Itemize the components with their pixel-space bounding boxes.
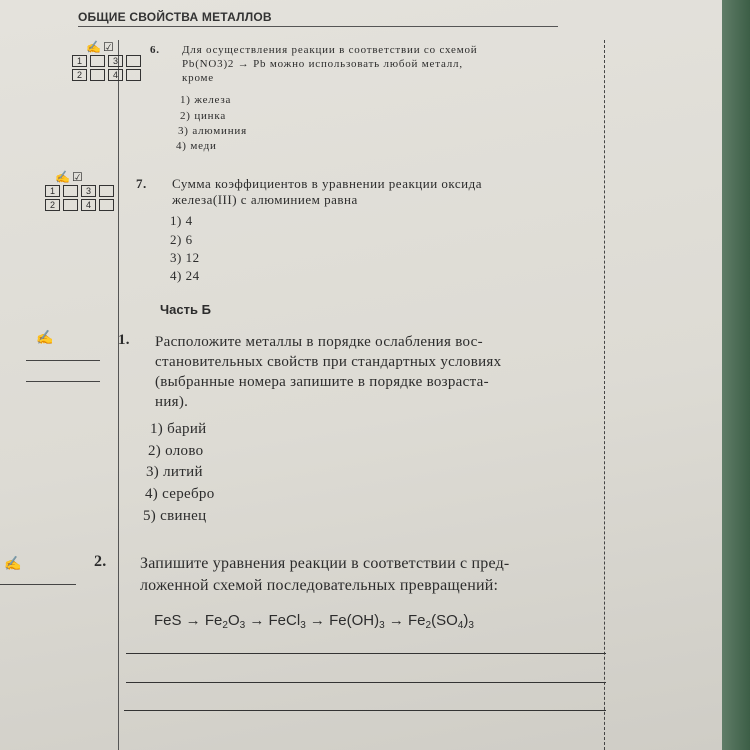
part-b-title: Часть Б	[160, 302, 211, 317]
answer-cell-label: 3	[81, 185, 96, 197]
answer-cell-label: 4	[108, 69, 123, 81]
arrow-icon: →	[384, 612, 408, 629]
q7-option: 3) 12	[170, 250, 200, 265]
writing-line[interactable]	[126, 653, 606, 654]
answer-cell-checkbox[interactable]	[90, 69, 105, 81]
answer-cell-label: 2	[72, 69, 87, 81]
b1-option: 2) олово	[148, 443, 204, 459]
question-7-line: Сумма коэффициентов в уравнении реакции оксида	[172, 176, 483, 191]
question-6-line: Pb(NO3)2 → Pb можно использовать любой металл,	[182, 57, 463, 70]
writing-line[interactable]	[124, 710, 606, 711]
pen-icon: ✍	[36, 331, 54, 346]
answer-cell-checkbox[interactable]	[126, 69, 141, 81]
q7-option: 2) 6	[170, 232, 193, 247]
question-b1-text	[155, 332, 595, 412]
answer-cell-checkbox[interactable]	[63, 185, 78, 197]
answer-cell-checkbox[interactable]	[99, 199, 114, 211]
question-7-line: железа(III) с алюминием равна	[172, 192, 358, 208]
formula-fe2so43: $Fe_2(SO_4)_3$	[408, 612, 474, 631]
arrow-icon: →	[245, 612, 269, 629]
writing-line[interactable]	[126, 682, 606, 683]
formula-fe2o3: $Fe_2O_3$	[204, 612, 246, 631]
question-number-7: 7.	[136, 176, 147, 191]
question-b1-line: Расположите металлы в порядке ослабления вос-	[155, 334, 483, 350]
pen-check-icon: ✍☑	[86, 40, 116, 54]
answer-cell-checkbox[interactable]	[126, 55, 141, 67]
b1-option: 3) литий	[146, 464, 203, 480]
header-rule	[78, 26, 558, 27]
q6-option: 4) меди	[176, 140, 217, 152]
page-header: ОБЩИЕ СВОЙСТВА МЕТАЛЛОВ	[78, 10, 272, 24]
question-b2-line: ложенной схемой последовательных превращений:	[140, 577, 499, 594]
arrow-icon: →	[181, 612, 205, 629]
margin-rule	[118, 40, 119, 750]
b1-option: 4) серебро	[145, 486, 215, 502]
question-number-6: 6.	[150, 44, 160, 56]
q7-option: 1) 4	[170, 213, 193, 228]
question-6-line: кроме	[182, 71, 214, 84]
q7-option: 4) 24	[170, 268, 200, 283]
question-b2-line: Запишите уравнения реакции в соответствии с пред-	[140, 555, 510, 572]
answer-cell-checkbox[interactable]	[63, 199, 78, 211]
pen-check-icon: ✍☑	[55, 170, 85, 184]
question-6-text	[182, 44, 562, 85]
question-7-text	[172, 176, 572, 209]
b1-option: 1) барий	[150, 421, 207, 437]
answer-cell-label: 1	[45, 185, 60, 197]
question-number-b1: 1.	[118, 332, 130, 348]
formula-fecl3: FeCl$_3$	[268, 612, 306, 631]
answer-cell-label: 3	[108, 55, 123, 67]
question-b2-text	[140, 553, 602, 597]
formula-feoh3: $Fe(OH)_3$	[329, 612, 385, 631]
question-b1-line: (выбранные номера запишите в порядке возраста-	[155, 374, 489, 390]
answer-cell-checkbox[interactable]	[90, 55, 105, 67]
answer-cell-label: 4	[81, 199, 96, 211]
transformation-scheme	[154, 612, 474, 631]
pen-icon: ✍	[4, 557, 22, 572]
b1-option: 5) свинец	[143, 508, 207, 524]
answer-line-b2	[0, 584, 76, 585]
answer-cell-label: 1	[72, 55, 87, 67]
arrow-icon: →	[305, 612, 330, 629]
question-6-line: Для осуществления реакции в соответствии со схемой	[182, 44, 478, 56]
q6-option: 3) алюминия	[178, 125, 247, 137]
answer-cell-label: 2	[45, 199, 60, 211]
answer-line-b1	[26, 381, 100, 382]
answer-line-b1	[26, 360, 100, 361]
formula-fes: FeS	[154, 612, 182, 629]
answer-cell-checkbox[interactable]	[99, 185, 114, 197]
q6-option: 1) железа	[180, 94, 232, 106]
question-number-b2: 2.	[94, 553, 107, 570]
q6-option: 2) цинка	[180, 110, 227, 122]
cut-line	[604, 40, 605, 750]
question-b1-line: становительных свойств при стандартных условиях	[155, 354, 502, 370]
question-b1-line: ния).	[155, 394, 189, 410]
answer-box-q7	[45, 170, 114, 211]
answer-box-q6	[72, 40, 141, 81]
